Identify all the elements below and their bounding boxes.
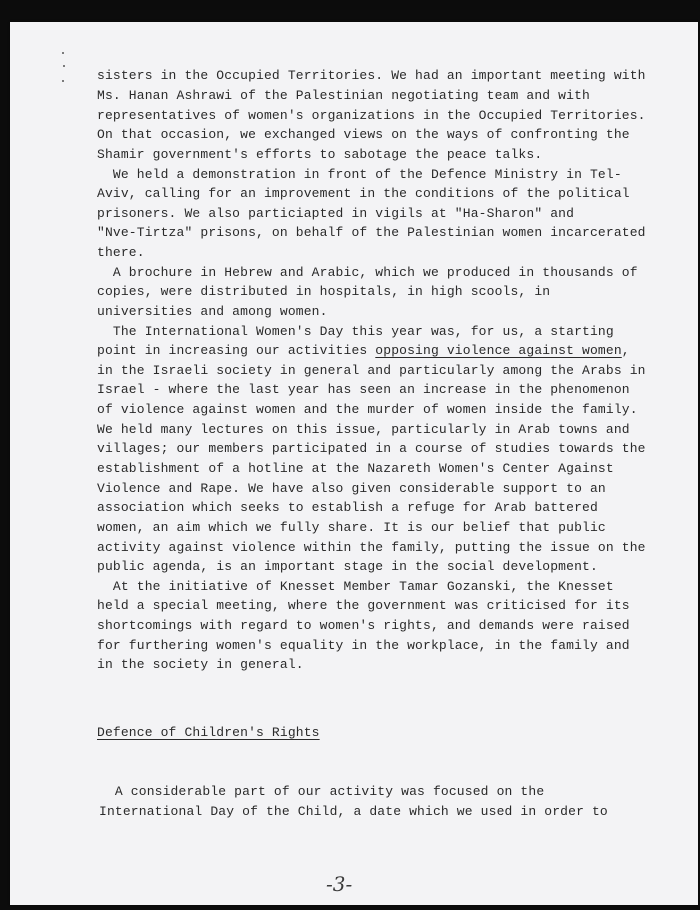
text-line: prisoners. We also particiapted in vigils at "Ha-Sharon" and — [97, 206, 575, 221]
text-segment: point in increasing our activities — [97, 343, 376, 358]
text-line: women, an aim which we fully share. It is our belief that public — [97, 520, 606, 535]
text-line: Ms. Hanan Ashrawi of the Palestinian negotiating team and with — [97, 88, 590, 103]
page-number: -3- — [326, 872, 353, 896]
margin-mark — [63, 65, 65, 67]
text-line: We held many lectures on this issue, particularly in Arab towns and — [97, 422, 630, 437]
margin-mark — [62, 80, 64, 82]
text-line: Violence and Rape. We have also given considerable support to an — [97, 481, 606, 496]
text-line: public agenda, is an important stage in the social development. — [97, 559, 598, 574]
text-line: there. — [97, 245, 145, 260]
text-line: A considerable part of our activity was focused on the — [99, 784, 545, 799]
text-line: association which seeks to establish a refuge for Arab battered — [97, 500, 598, 515]
text-line: universities and among women. — [97, 304, 328, 319]
section-heading: Defence of Children's Rights — [97, 725, 320, 740]
text-line: shortcomings with regard to women's rights, and demands were raised — [97, 618, 630, 633]
text-line: The International Women's Day this year was, for us, a starting — [97, 324, 614, 339]
text-line: International Day of the Child, a date which we used in order to — [99, 804, 608, 819]
text-line: sisters in the Occupied Territories. We had an important meeting with — [97, 68, 646, 83]
document-page — [10, 22, 698, 905]
underlined-phrase: opposing violence against women — [375, 343, 622, 358]
margin-mark — [62, 52, 64, 54]
text-line — [97, 341, 630, 361]
text-line: establishment of a hotline at the Nazareth Women's Center Against — [97, 461, 614, 476]
text-segment: , — [621, 343, 630, 358]
text-line: for furthering women's equality in the workplace, in the family and — [97, 638, 630, 653]
text-line: A brochure in Hebrew and Arabic, which we produced in thousands of — [97, 265, 638, 280]
text-line: representatives of women's organizations in the Occupied Territories. — [97, 108, 646, 123]
text-line: activity against violence within the family, putting the issue on the — [97, 540, 646, 555]
text-line: At the initiative of Knesset Member Tamar Gozanski, the Knesset — [97, 579, 614, 594]
text-line: copies, were distributed in hospitals, in high scools, in — [97, 284, 551, 299]
text-line: of violence against women and the murder of women inside the family. — [97, 402, 638, 417]
text-line: "Nve-Tirtza" prisons, on behalf of the Palestinian women incarcerated — [97, 225, 646, 240]
text-line: villages; our members participated in a course of studies towards the — [97, 441, 646, 456]
text-line: On that occasion, we exchanged views on the ways of confronting the — [97, 127, 630, 142]
text-line: We held a demonstration in front of the Defence Ministry in Tel- — [97, 167, 622, 182]
text-line: Aviv, calling for an improvement in the conditions of the political — [97, 186, 630, 201]
text-line: in the Israeli society in general and particularly among the Arabs in — [97, 363, 646, 378]
text-line: Israel - where the last year has seen an increase in the phenomenon — [97, 382, 630, 397]
text-line: Shamir government's efforts to sabotage the peace talks. — [97, 147, 543, 162]
text-line: held a special meeting, where the government was criticised for its — [97, 598, 630, 613]
text-line: in the society in general. — [97, 657, 304, 672]
